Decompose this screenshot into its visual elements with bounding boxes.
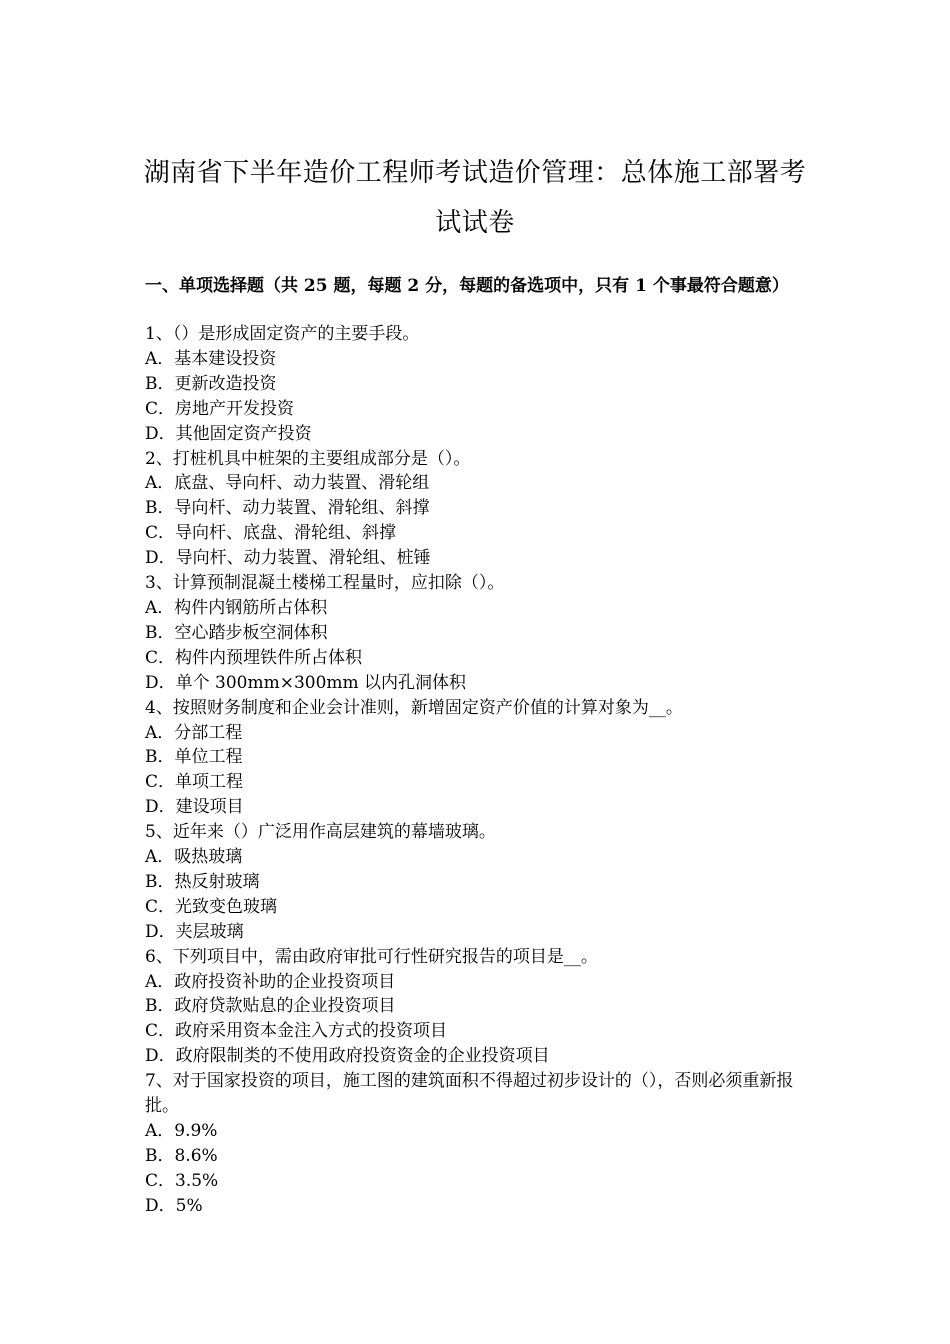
document-title-line-1: 湖南省下半年造价工程师考试造价管理：总体施工部署考	[143, 158, 807, 188]
option-c: C．3.5%	[145, 1170, 219, 1191]
option-c: C．单项工程	[145, 772, 244, 793]
option-a: A．底盘、导向杆、动力装置、滑轮组	[145, 473, 430, 494]
option-b: B．政府贷款贴息的企业投资项目	[145, 996, 396, 1017]
option-d: D．其他固定资产投资	[145, 423, 312, 444]
option-a: A．政府投资补助的企业投资项目	[145, 971, 396, 992]
question-list	[145, 322, 813, 1219]
option-a: A．分部工程	[145, 722, 243, 743]
option-c: C．政府采用资本金注入方式的投资项目	[145, 1021, 448, 1042]
option-c: C．导向杆、底盘、滑轮组、斜撑	[145, 523, 397, 544]
option-d: D．导向杆、动力装置、滑轮组、桩锤	[145, 548, 431, 569]
question-stem: 7、对于国家投资的项目，施工图的建筑面积不得超过初步设计的（），否则必须重新报批。	[145, 1071, 794, 1117]
question-stem: 4、按照财务制度和企业会计准则，新增固定资产价值的计算对象为__。	[145, 697, 683, 718]
option-b: B．8.6%	[145, 1145, 218, 1166]
option-a: A．构件内钢筋所占体积	[145, 597, 328, 618]
option-b: B．更新改造投资	[145, 373, 277, 394]
option-d: D．建设项目	[145, 797, 244, 818]
option-d: D．5%	[145, 1195, 203, 1216]
section-heading: 一、单项选择题（共 25 题，每题 2 分，每题的备选项中，只有 1 个事最符合题意）	[145, 276, 789, 296]
option-a: A．9.9%	[145, 1121, 218, 1141]
option-c: C．构件内预埋铁件所占体积	[145, 647, 363, 668]
question-stem: 6、下列项目中，需由政府审批可行性研究报告的项目是__。	[145, 946, 598, 967]
question-stem: 2、打桩机具中桩架的主要组成部分是（）。	[145, 448, 471, 469]
option-b: B．热反射玻璃	[145, 871, 260, 892]
option-d: D．政府限制类的不使用政府投资资金的企业投资项目	[145, 1046, 550, 1067]
question-stem: 1、（）是形成固定资产的主要手段。	[145, 324, 420, 344]
option-b: B．单位工程	[145, 747, 243, 768]
document-title-line-2: 试试卷	[435, 208, 515, 238]
option-a: A．基本建设投资	[145, 348, 277, 369]
option-c: C．光致变色玻璃	[145, 896, 278, 917]
option-c: C．房地产开发投资	[145, 398, 295, 419]
question-stem: 5、近年来（）广泛用作高层建筑的幕墙玻璃。	[145, 822, 496, 843]
option-b: B．导向杆、动力装置、滑轮组、斜撑	[145, 498, 430, 519]
option-b: B．空心踏步板空洞体积	[145, 622, 328, 643]
option-a: A．吸热玻璃	[145, 847, 243, 868]
option-d: D．单个 300mm×300mm 以内孔洞体积	[145, 672, 467, 693]
question-stem: 3、计算预制混凝土楼梯工程量时，应扣除（）。	[145, 573, 505, 594]
option-d: D．夹层玻璃	[145, 921, 244, 942]
